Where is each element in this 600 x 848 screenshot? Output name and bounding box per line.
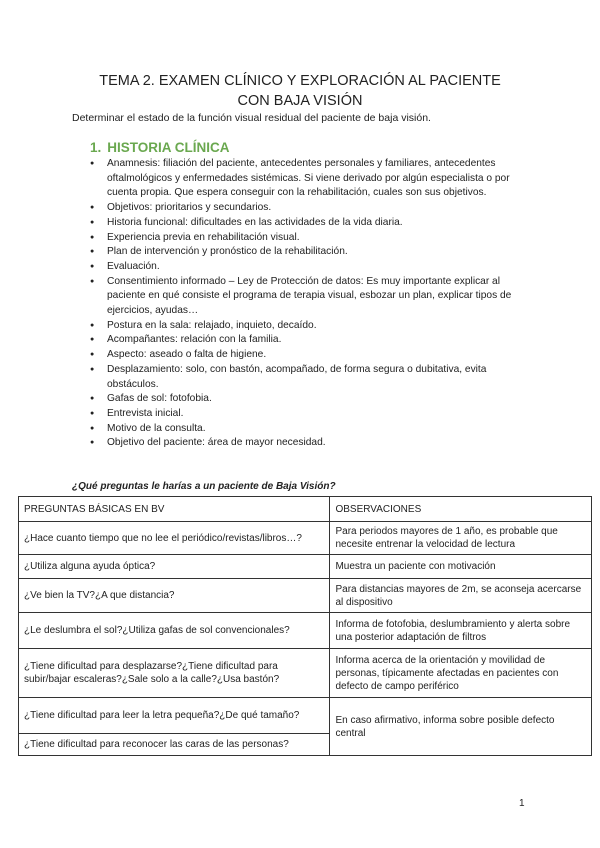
observation-cell: En caso afirmativo, informa sobre posible defecto central	[330, 698, 592, 756]
question-cell: ¿Le deslumbra el sol?¿Utiliza gafas de sol convencionales?	[19, 613, 330, 649]
observation-cell: Para periodos mayores de 1 año, es probable que necesite entrenar la velocidad de lectura	[330, 522, 592, 555]
list-item: ● Aspecto: aseado o falta de higiene.	[90, 348, 540, 363]
list-item: ● Consentimiento informado – Ley de Protección de datos: Es muy importante explicar al paciente en qué consiste el programa de terapia visual, esbozar un plan, explicar tipos de ejercicios, ayudas…	[90, 275, 540, 319]
question-cell: ¿Tiene dificultad para leer la letra pequeña?¿De qué tamaño?	[19, 698, 330, 734]
section-title: HISTORIA CLÍNICA	[107, 140, 230, 155]
table-row	[19, 555, 592, 579]
question-cell: ¿Hace cuanto tiempo que no lee el periódico/revistas/libros…?	[19, 522, 330, 555]
list-item: ● Objetivos: prioritarios y secundarios.	[90, 201, 540, 216]
list-item: ● Plan de intervención y pronóstico de la rehabilitación.	[90, 245, 540, 260]
question-cell: ¿Tiene dificultad para reconocer las caras de las personas?	[19, 734, 330, 756]
list-item: ● Gafas de sol: fotofobia.	[90, 392, 540, 407]
section-number: 1.	[90, 140, 102, 155]
list-item: ● Anamnesis: filiación del paciente, antecedentes personales y familiares, antecedentes oftalmológicos y enfermedades sistémicas. Si viene derivado por algún especialista o por cuenta propia. Que espera conseguir con la rehabilitación, cuales son sus objetivos.	[90, 157, 540, 201]
table-row	[19, 522, 592, 555]
section-heading	[90, 140, 230, 155]
observation-cell: Para distancias mayores de 2m, se aconseja acercarse al dispositivo	[330, 579, 592, 613]
observation-cell: Informa de fotofobia, deslumbramiento y alerta sobre una posterior adaptación de filtros	[330, 613, 592, 649]
questions-heading: ¿Qué preguntas le harías a un paciente de Baja Visión?	[72, 481, 336, 492]
list-item: ● Postura en la sala: relajado, inquieto, decaído.	[90, 319, 540, 334]
title-line-2: CON BAJA VISIÓN	[237, 93, 363, 109]
column-header-observations: OBSERVACIONES	[330, 497, 592, 522]
table-row	[19, 579, 592, 613]
page-subtitle: Determinar el estado de la función visual residual del paciente de baja visión.	[72, 112, 431, 124]
table-row	[19, 698, 592, 734]
list-item: ● Experiencia previa en rehabilitación visual.	[90, 231, 540, 246]
list-item: ● Evaluación.	[90, 260, 540, 275]
table-row	[19, 613, 592, 649]
questions-table	[18, 496, 592, 756]
list-item: ● Desplazamiento: solo, con bastón, acompañado, de forma segura o dubitativa, evita obstáculos.	[90, 363, 540, 392]
table-row	[19, 649, 592, 698]
question-cell: ¿Utiliza alguna ayuda óptica?	[19, 555, 330, 579]
list-item: ● Historia funcional: dificultades en las actividades de la vida diaria.	[90, 216, 540, 231]
question-cell: ¿Tiene dificultad para desplazarse?¿Tiene dificultad para subir/bajar escaleras?¿Sale solo a la calle?¿Usa bastón?	[19, 649, 330, 698]
list-item: ● Acompañantes: relación con la familia.	[90, 333, 540, 348]
observation-cell: Informa acerca de la orientación y movilidad de personas, típicamente afectadas en pacientes con defecto de campo periférico	[330, 649, 592, 698]
list-item: ● Motivo de la consulta.	[90, 422, 540, 437]
page-title	[60, 71, 540, 111]
column-header-questions: PREGUNTAS BÁSICAS EN BV	[19, 497, 330, 522]
table-header-row	[19, 497, 592, 522]
title-line-1: TEMA 2. EXAMEN CLÍNICO Y EXPLORACIÓN AL PACIENTE	[99, 73, 501, 89]
observation-cell: Muestra un paciente con motivación	[330, 555, 592, 579]
question-cell: ¿Ve bien la TV?¿A que distancia?	[19, 579, 330, 613]
list-item: ● Objetivo del paciente: área de mayor necesidad.	[90, 436, 540, 451]
clinical-history-list	[90, 157, 540, 451]
page-number: 1	[519, 798, 525, 809]
list-item: ● Entrevista inicial.	[90, 407, 540, 422]
